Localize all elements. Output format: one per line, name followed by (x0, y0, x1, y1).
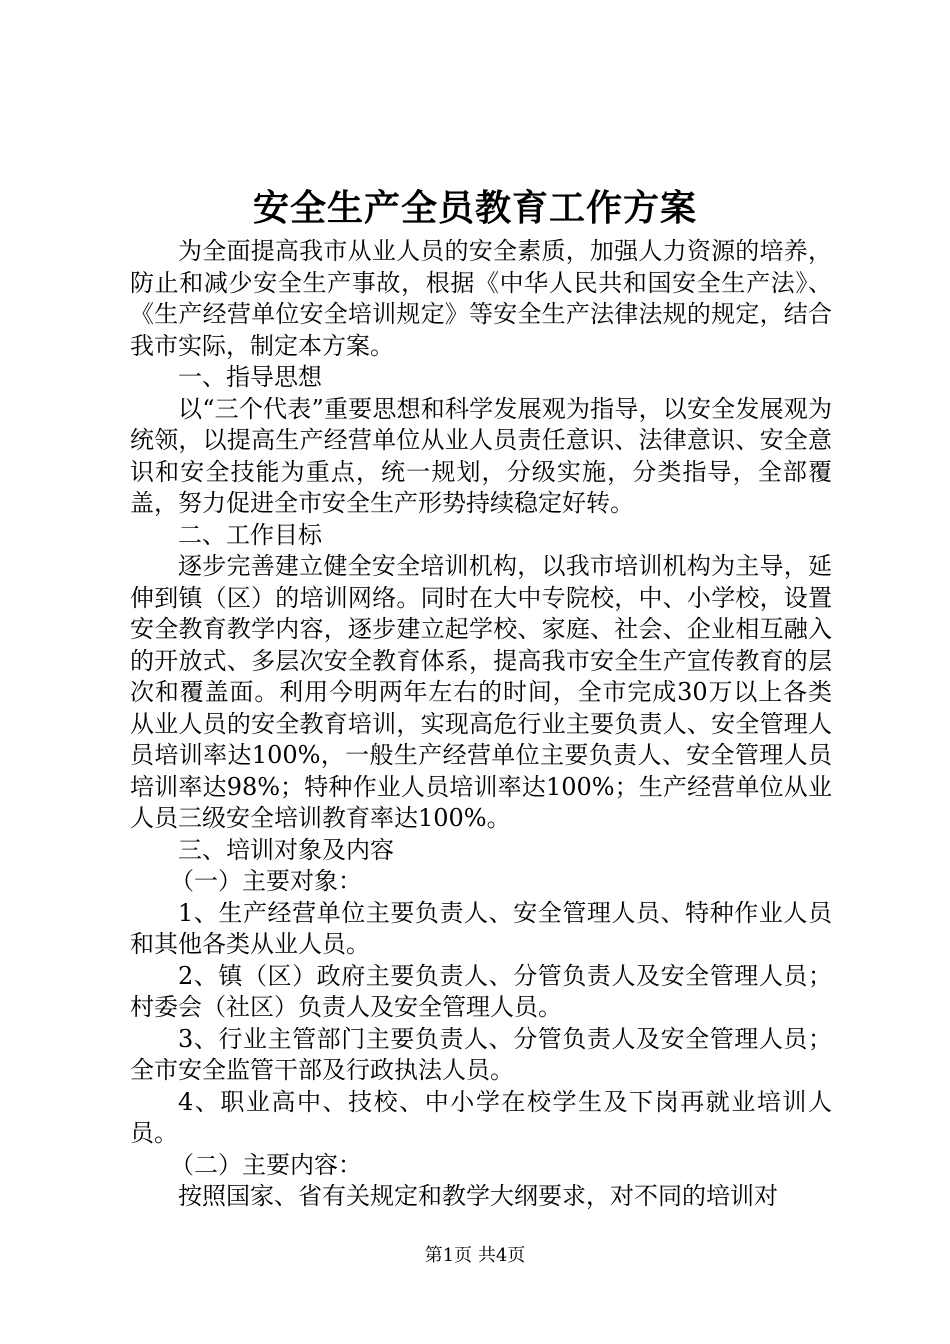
section-heading-work-goals: 二、工作目标 (178, 520, 322, 549)
list-item: 2、镇（区）政府主要负责人、分管负责人及安全管理人员；村委会（社区）负责人及安全管理人员。 (130, 961, 832, 1021)
document-title: 安全生产全员教育工作方案 (252, 187, 697, 229)
document-body (130, 236, 832, 1213)
work-goals-paragraph: 逐步完善建立健全安全培训机构，以我市培训机构为主导，延伸到镇（区）的培训网络。同时在大中专院校，中、小学校，设置安全教育教学内容，逐步建立起学校、家庭、社会、企业相互融入的开放式、多层次安全教育体系，提高我市安全生产宣传教育的层次和覆盖面。利用今明两年左右的时间，全市完成30万以上各类从业人员的安全教育培训，实现高危行业主要负责人、安全管理人员培训率达100%，一般生产经营单位主要负责人、安全管理人员培训率达98%；特种作业人员培训率达100%；生产经营单位从业人员三级安全培训教育率达100%。 (130, 552, 832, 832)
guiding-ideology-paragraph: 以“三个代表”重要思想和科学发展观为指导，以安全发展观为统领，以提高生产经营单位从业人员责任意识、法律意识、安全意识和安全技能为重点，统一规划，分级实施，分类指导，全部覆盖，努力促进全市安全生产形势持续稳定好转。 (130, 394, 832, 517)
main-content-paragraph: 按照国家、省有关规定和教学大纲要求，对不同的培训对 (178, 1182, 778, 1210)
section-heading-guiding-ideology: 一、指导思想 (178, 363, 322, 391)
subsection-heading-main-targets: （一）主要对象： (170, 867, 362, 895)
list-item: 3、行业主管部门主要负责人、分管负责人及安全管理人员；全市安全监管干部及行政执法人员。 (130, 1024, 832, 1084)
list-item: 1、生产经营单位主要负责人、安全管理人员、特种作业人员和其他各类从业人员。 (130, 898, 832, 958)
list-item: 4、职业高中、技校、中小学在校学生及下岗再就业培训人员。 (130, 1087, 832, 1147)
intro-paragraph: 为全面提高我市从业人员的安全素质，加强人力资源的培养，防止和减少安全生产事故，根据《中华人民共和国安全生产法》、《生产经营单位安全培训规定》等安全生产法律法规的规定，结合我市实际，制定本方案。 (130, 237, 832, 360)
section-heading-training-targets: 三、培训对象及内容 (178, 835, 394, 864)
page-footer: 第1页 共4页 (424, 1245, 526, 1266)
subsection-heading-main-content: （二）主要内容： (170, 1150, 362, 1179)
